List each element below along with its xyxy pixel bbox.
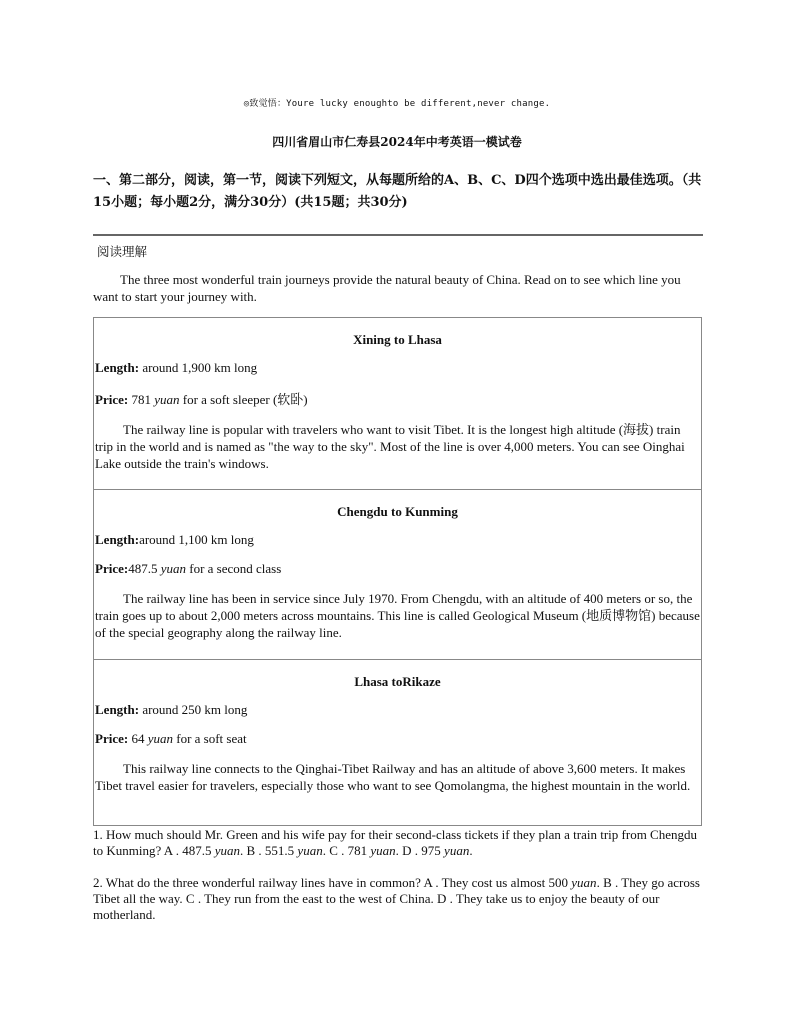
question-2 (93, 875, 703, 923)
length-value: around 250 km long (139, 702, 248, 717)
length-value: around 1,100 km long (139, 532, 254, 547)
divider (93, 234, 703, 236)
price-unit: yuan (160, 561, 186, 576)
price-rest: for a second class (185, 561, 282, 576)
route-box-chengdu-kunming (93, 489, 702, 659)
route-price (94, 731, 701, 747)
option-c: C . 781 yuan. (325, 843, 399, 858)
route-length (94, 532, 701, 548)
motto-line: ◎致觉悟：Youre lucky enoughto be different,never change. (243, 99, 551, 109)
length-label: Length: (95, 532, 140, 547)
length-label: Length: (95, 702, 140, 717)
section-heading: 一、第二部分，阅读，第一节，阅读下列短文，从每题所给的A、B、C、D四个选项中选出最佳选项。（共15小题；每小题2分，满分30分）(共15题；共30分) (93, 173, 702, 210)
route-price (94, 389, 701, 408)
route-description: This railway line connects to the Qinghai-Tibet Railway and has an altitude of above 3,600 meters. It makes Tibet travel easier for travelers, especially those who want to see Qomolangma, the highest mountain in the world. (95, 761, 691, 793)
price-number: 781 (128, 392, 155, 407)
route-box-lhasa-rikaze (93, 659, 702, 826)
question-1 (93, 827, 703, 859)
route-box-xining-lhasa (93, 317, 702, 489)
route-title: Xining to Lhasa (353, 332, 442, 347)
question-stem: 2. What do the three wonderful railway lines have in common? (93, 875, 421, 890)
price-label: Price: (95, 731, 129, 746)
price-label: Price: (95, 561, 129, 576)
option-a: A . They cost us almost 500 yuan. (420, 875, 600, 890)
price-rest: for a soft seat (172, 731, 247, 746)
price-number: 487.5 (128, 561, 161, 576)
document-title: 四川省眉山市仁寿县2024年中考英语一模试卷 (272, 135, 522, 149)
reading-label: 阅读理解 (97, 244, 148, 259)
option-c: C . They run from the east to the west of China. (182, 891, 434, 906)
option-d: D . They take us to enjoy the beauty of our motherland. (93, 891, 660, 922)
price-label: Price: (95, 392, 129, 407)
price-unit: yuan (154, 392, 180, 407)
route-length (94, 702, 701, 718)
route-description: The railway line has been in service since July 1970. From Chengdu, with an altitude of 400 meters or so, the train goes up to about 2,000 meters across mountains. This line is called Geological Museum (地质博物馆) because of the special geography along the railway line. (95, 591, 700, 640)
question-stem: 1. How much should Mr. Green and his wife pay for their second-class tickets if they plan a train trip from Chengdu to Kunming? (93, 827, 697, 858)
option-b: B . They go across Tibet all the way. (93, 875, 700, 906)
option-d: D . 975 yuan. (398, 843, 473, 858)
intro-paragraph: The three most wonderful train journeys provide the natural beauty of China. Read on to see which line you want to start your journey with. (93, 272, 681, 304)
route-length (94, 360, 701, 376)
route-price (94, 561, 701, 577)
route-title: Lhasa toRikaze (354, 674, 441, 689)
price-number: 64 (128, 731, 148, 746)
length-label: Length: (95, 360, 140, 375)
option-b: B . 551.5 yuan. (243, 843, 326, 858)
option-a: A . 487.5 yuan. (161, 843, 244, 858)
route-description: The railway line is popular with travelers who want to visit Tibet. It is the longest high altitude (海拔) train trip in the world and is named as "the way to the sky". Most of the line is over 4,000 meters. You can see Oinghai Lake outside the train's windows. (95, 422, 685, 471)
price-rest: for a soft sleeper (软卧) (179, 392, 308, 407)
length-value: around 1,900 km long (139, 360, 258, 375)
price-unit: yuan (147, 731, 173, 746)
route-title: Chengdu to Kunming (337, 504, 458, 519)
